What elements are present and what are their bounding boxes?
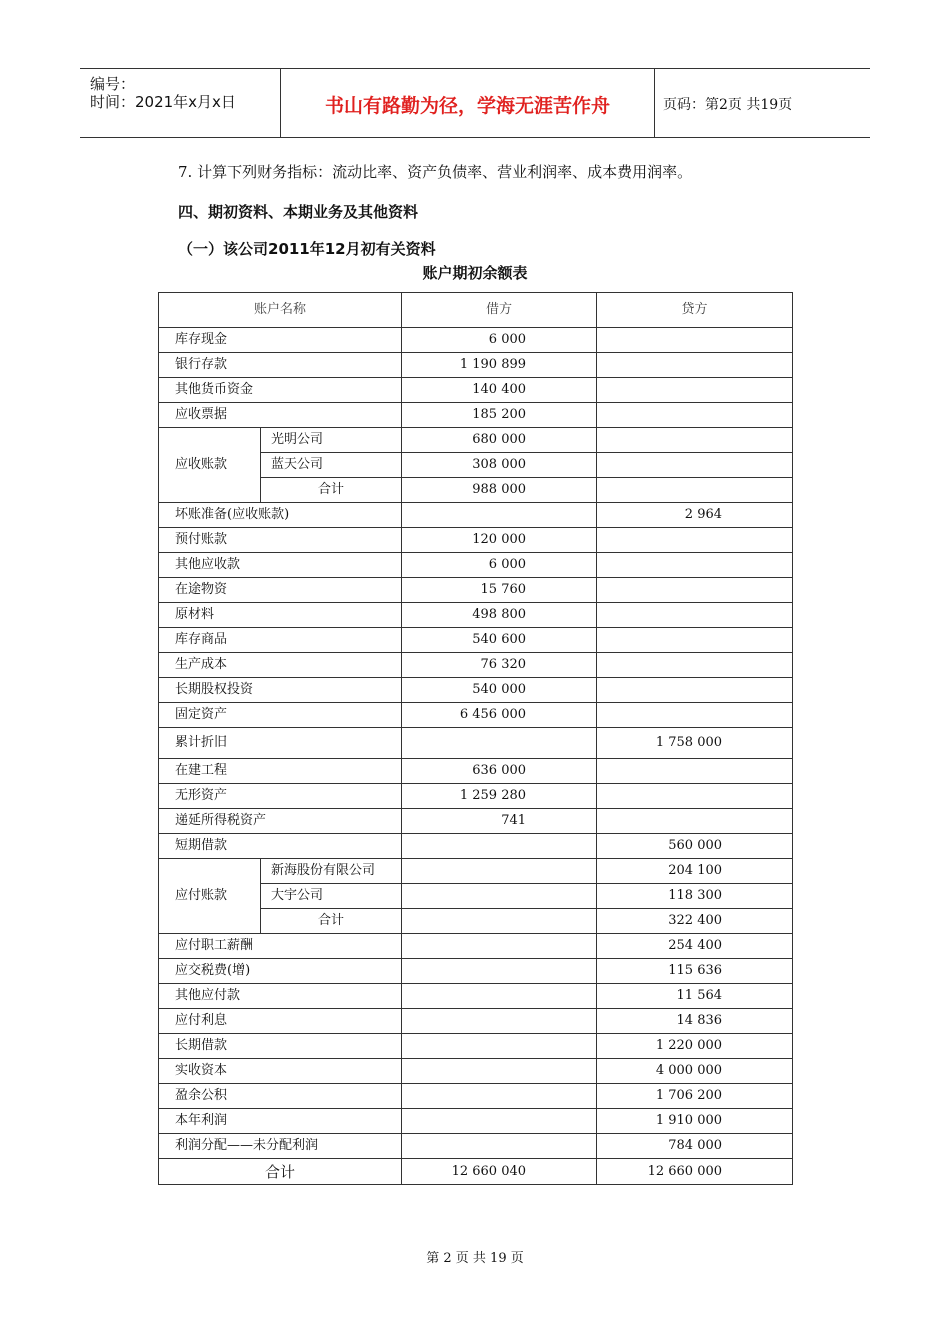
table-row — [159, 603, 793, 628]
credit-cell — [597, 453, 793, 478]
credit-cell — [597, 403, 793, 428]
credit-cell — [597, 703, 793, 728]
table-row — [159, 959, 793, 984]
table-title: 账户期初余额表 — [422, 264, 528, 282]
debit-cell — [402, 884, 597, 909]
debit-cell: 6 000 — [402, 553, 597, 578]
credit-cell — [597, 628, 793, 653]
account-name: 生产成本 — [159, 653, 402, 678]
account-name: 长期借款 — [159, 1034, 402, 1059]
credit-cell — [597, 603, 793, 628]
debit-cell: 308 000 — [402, 453, 597, 478]
debit-cell: 120 000 — [402, 528, 597, 553]
table-row — [159, 759, 793, 784]
item-7-text: 7. 计算下列财务指标：流动比率、资产负债率、营业利润率、成本费用润率。 — [178, 163, 693, 181]
account-name: 短期借款 — [159, 834, 402, 859]
credit-cell — [597, 759, 793, 784]
debit-cell: 741 — [402, 809, 597, 834]
debit-cell — [402, 934, 597, 959]
doc-number-label: 编号： — [90, 75, 136, 93]
table-row — [159, 328, 793, 353]
section-4-heading: 四、期初资料、本期业务及其他资料 — [178, 203, 419, 221]
account-name: 递延所得税资产 — [159, 809, 402, 834]
payable-subtotal-label: 合计 — [261, 909, 402, 934]
table-header-row — [159, 293, 793, 328]
payable-sub-name: 新海股份有限公司 — [261, 859, 402, 884]
table-row — [159, 728, 793, 759]
table-row — [159, 503, 793, 528]
payable-row — [159, 859, 793, 884]
header-motto: 书山有路勤为径，学海无涯苦作舟 — [324, 95, 610, 117]
credit-cell — [597, 328, 793, 353]
account-name: 固定资产 — [159, 703, 402, 728]
debit-cell: 540 000 — [402, 678, 597, 703]
header-account: 账户名称 — [159, 293, 402, 328]
debit-cell — [402, 1034, 597, 1059]
account-name: 库存商品 — [159, 628, 402, 653]
header-credit: 贷方 — [597, 293, 793, 328]
table-row — [159, 553, 793, 578]
table-row — [159, 528, 793, 553]
table-row — [159, 1034, 793, 1059]
opening-balance-table — [158, 292, 793, 1185]
account-name: 应付利息 — [159, 1009, 402, 1034]
credit-cell: 1 220 000 — [597, 1034, 793, 1059]
debit-cell — [402, 1009, 597, 1034]
page-footer: 第 2 页 共 19 页 — [426, 1251, 524, 1266]
credit-cell — [597, 553, 793, 578]
payable-sub-name: 大宇公司 — [261, 884, 402, 909]
receivable-group-label: 应收账款 — [159, 428, 261, 503]
account-name: 实收资本 — [159, 1059, 402, 1084]
account-name: 其他应收款 — [159, 553, 402, 578]
receivable-sub-name: 蓝天公司 — [261, 453, 402, 478]
account-name: 坏账准备(应收账款) — [159, 503, 402, 528]
table-row — [159, 378, 793, 403]
account-name: 其他应付款 — [159, 984, 402, 1009]
debit-cell — [402, 859, 597, 884]
account-name: 无形资产 — [159, 784, 402, 809]
account-name: 利润分配——未分配利润 — [159, 1134, 402, 1159]
debit-cell: 185 200 — [402, 403, 597, 428]
debit-cell: 140 400 — [402, 378, 597, 403]
debit-cell: 15 760 — [402, 578, 597, 603]
receivable-sub-name: 光明公司 — [261, 428, 402, 453]
page-header — [80, 68, 870, 138]
debit-cell: 636 000 — [402, 759, 597, 784]
credit-cell — [597, 809, 793, 834]
account-name: 预付账款 — [159, 528, 402, 553]
credit-cell: 14 836 — [597, 1009, 793, 1034]
table-row — [159, 1134, 793, 1159]
table-row — [159, 984, 793, 1009]
debit-cell: 6 456 000 — [402, 703, 597, 728]
table-row — [159, 809, 793, 834]
debit-cell — [402, 909, 597, 934]
credit-cell — [597, 353, 793, 378]
account-name: 应付职工薪酬 — [159, 934, 402, 959]
credit-cell — [597, 578, 793, 603]
debit-cell: 6 000 — [402, 328, 597, 353]
debit-cell — [402, 984, 597, 1009]
credit-cell — [597, 528, 793, 553]
total-debit: 12 660 040 — [402, 1159, 597, 1185]
credit-cell: 1 706 200 — [597, 1084, 793, 1109]
credit-cell: 2 964 — [597, 503, 793, 528]
payable-group-label: 应付账款 — [159, 859, 261, 934]
credit-cell: 4 000 000 — [597, 1059, 793, 1084]
table-row — [159, 1109, 793, 1134]
account-name: 长期股权投资 — [159, 678, 402, 703]
credit-cell: 11 564 — [597, 984, 793, 1009]
debit-cell: 1 259 280 — [402, 784, 597, 809]
credit-cell: 322 400 — [597, 909, 793, 934]
debit-cell — [402, 1134, 597, 1159]
debit-cell: 540 600 — [402, 628, 597, 653]
account-name: 银行存款 — [159, 353, 402, 378]
credit-cell: 204 100 — [597, 859, 793, 884]
credit-cell: 1 910 000 — [597, 1109, 793, 1134]
header-page-info: 页码：第2页 共19页 — [663, 97, 793, 113]
header-meta-cell — [80, 69, 281, 137]
debit-cell — [402, 834, 597, 859]
account-name: 库存现金 — [159, 328, 402, 353]
table-row — [159, 628, 793, 653]
table-row — [159, 1009, 793, 1034]
debit-cell — [402, 959, 597, 984]
account-name: 盈余公积 — [159, 1084, 402, 1109]
debit-cell — [402, 1084, 597, 1109]
debit-cell — [402, 503, 597, 528]
account-name: 应收票据 — [159, 403, 402, 428]
table-row — [159, 703, 793, 728]
table-row — [159, 934, 793, 959]
table-row — [159, 1059, 793, 1084]
account-name: 其他货币资金 — [159, 378, 402, 403]
debit-cell — [402, 728, 597, 759]
credit-cell — [597, 378, 793, 403]
credit-cell: 118 300 — [597, 884, 793, 909]
credit-cell: 1 758 000 — [597, 728, 793, 759]
doc-time-label: 时间：2021年x月x日 — [90, 93, 236, 111]
total-credit: 12 660 000 — [597, 1159, 793, 1185]
header-debit: 借方 — [402, 293, 597, 328]
table-row — [159, 834, 793, 859]
credit-cell: 560 000 — [597, 834, 793, 859]
credit-cell — [597, 478, 793, 503]
credit-cell — [597, 678, 793, 703]
subsection-1-heading: （一）该公司2011年12月初有关资料 — [178, 240, 436, 258]
credit-cell — [597, 784, 793, 809]
credit-cell: 784 000 — [597, 1134, 793, 1159]
debit-cell: 76 320 — [402, 653, 597, 678]
table-row — [159, 653, 793, 678]
debit-cell: 498 800 — [402, 603, 597, 628]
debit-cell — [402, 1109, 597, 1134]
credit-cell: 254 400 — [597, 934, 793, 959]
account-name: 原材料 — [159, 603, 402, 628]
table-row — [159, 678, 793, 703]
total-label: 合计 — [159, 1159, 402, 1185]
credit-cell: 115 636 — [597, 959, 793, 984]
account-name: 累计折旧 — [159, 728, 402, 759]
account-name: 在建工程 — [159, 759, 402, 784]
table-row — [159, 353, 793, 378]
account-name: 应交税费(增) — [159, 959, 402, 984]
debit-cell: 988 000 — [402, 478, 597, 503]
account-name: 在途物资 — [159, 578, 402, 603]
debit-cell — [402, 1059, 597, 1084]
table-row — [159, 578, 793, 603]
debit-cell: 1 190 899 — [402, 353, 597, 378]
header-page-cell — [655, 69, 870, 137]
debit-cell: 680 000 — [402, 428, 597, 453]
receivable-subtotal-label: 合计 — [261, 478, 402, 503]
table-row — [159, 403, 793, 428]
account-name: 本年利润 — [159, 1109, 402, 1134]
receivable-row — [159, 428, 793, 453]
table-total-row — [159, 1159, 793, 1185]
credit-cell — [597, 428, 793, 453]
table-row — [159, 1084, 793, 1109]
table-row — [159, 784, 793, 809]
header-motto-cell — [281, 69, 655, 137]
credit-cell — [597, 653, 793, 678]
